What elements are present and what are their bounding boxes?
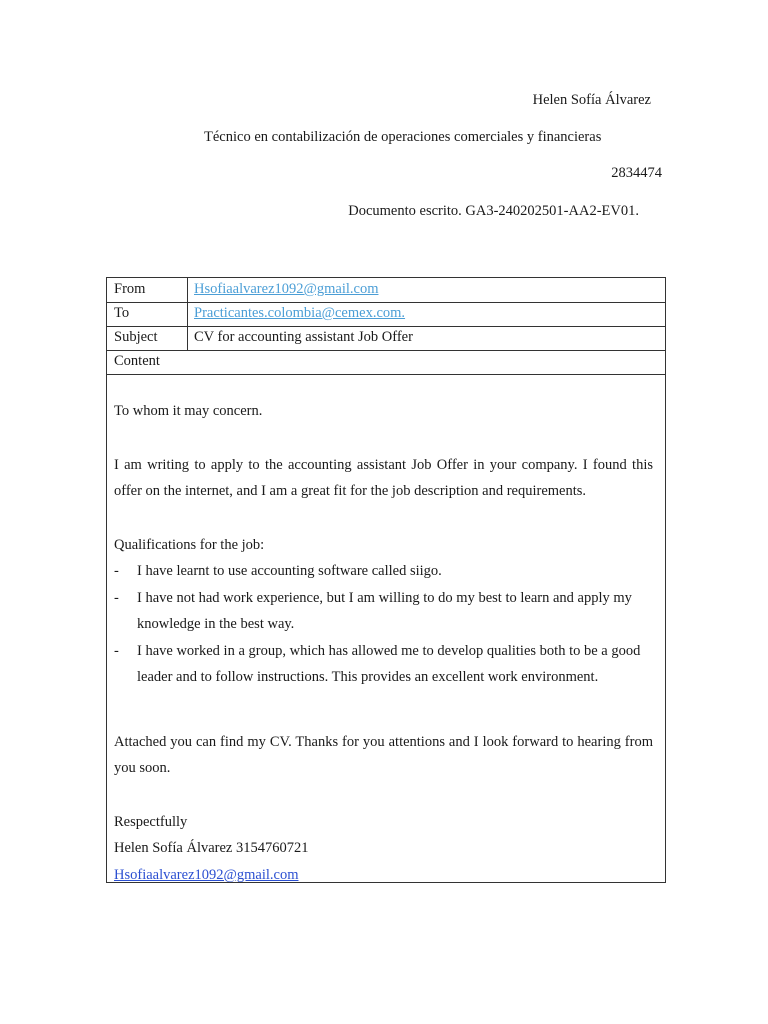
- qualification-text: I have learnt to use accounting software called siigo.: [137, 563, 442, 579]
- intro-paragraph: I am writing to apply to the accounting assistant Job Offer in your company. I found this offer on the internet, and I am a great fit for the job description and requirements.: [114, 456, 653, 499]
- qualifications-heading: Qualifications for the job:: [114, 536, 265, 553]
- list-item: [114, 558, 653, 585]
- subject-value: CV for accounting assistant Job Offer: [194, 329, 413, 345]
- letter-body: [114, 398, 653, 888]
- program-name: Técnico en contabilización de operaciones comerciales y financieras: [204, 129, 602, 145]
- ficha-number: 2834474: [611, 165, 662, 181]
- author-name: Helen Sofía Álvarez: [532, 92, 651, 108]
- content-row: [107, 350, 665, 375]
- list-item: [114, 638, 653, 691]
- cell-divider: [187, 302, 188, 326]
- from-label: From: [114, 281, 146, 297]
- to-row: [107, 302, 665, 327]
- cell-divider: [187, 326, 188, 350]
- bullet-marker: -: [114, 642, 119, 659]
- bullet-marker: -: [114, 563, 119, 579]
- to-email-link[interactable]: Practicantes.colombia@cemex.com.: [194, 305, 406, 321]
- from-email-link[interactable]: Hsofiaalvarez1092@gmail.com: [194, 281, 379, 297]
- closing-paragraph: Attached you can find my CV. Thanks for you attentions and I look forward to hearing from you soon.: [114, 733, 653, 776]
- cell-divider: [187, 278, 188, 302]
- list-item: [114, 585, 653, 638]
- from-row: [107, 278, 665, 303]
- qualification-text: I have not had work experience, but I am willing to do my best to learn and apply my knowledge in the best way.: [137, 589, 632, 632]
- subject-row: [107, 326, 665, 351]
- greeting: To whom it may concern.: [114, 403, 263, 419]
- subject-label: Subject: [114, 329, 158, 345]
- signoff: Respectfully: [114, 813, 188, 830]
- qualification-text: I have worked in a group, which has allowed me to develop qualities both to be a good leader and to follow instructions. This provides an excellent work environment.: [137, 642, 641, 685]
- content-label: Content: [114, 353, 160, 369]
- email-table: [106, 277, 666, 883]
- bullet-marker: -: [114, 589, 119, 606]
- signature-line: Helen Sofía Álvarez 3154760721: [114, 840, 309, 856]
- document-reference: Documento escrito. GA3-240202501-AA2-EV01.: [348, 203, 639, 219]
- to-label: To: [114, 305, 130, 321]
- signature-email-link[interactable]: Hsofiaalvarez1092@gmail.com: [114, 866, 299, 883]
